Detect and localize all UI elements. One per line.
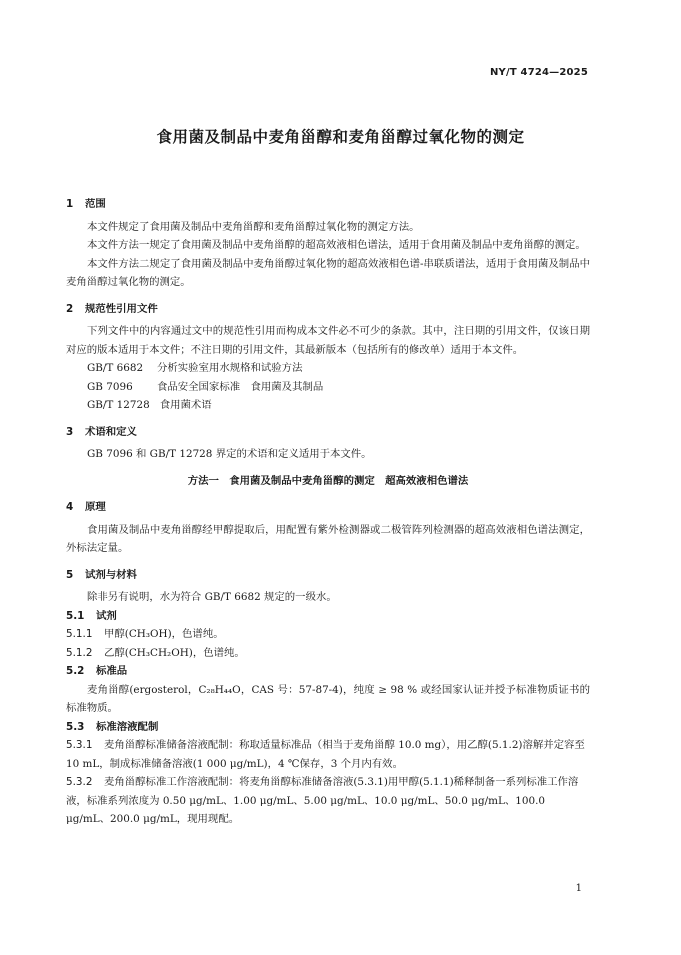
subsection-heading: [66, 662, 590, 681]
reference-code: GB 7096: [87, 380, 133, 393]
reference-item: [66, 378, 590, 397]
section-1-heading: [66, 195, 590, 214]
clause-item: [66, 625, 590, 644]
section-title: 规范性引用文件: [85, 302, 158, 315]
section-title: 原理: [85, 501, 106, 513]
subsection-number: 5.2: [66, 665, 85, 677]
section-title: 术语和定义: [85, 425, 137, 438]
standard-number: NY/T 4724—2025: [489, 67, 588, 78]
paragraph: 本文件规定了食用菌及制品中麦角甾醇和麦角甾醇过氧化物的测定方法。: [87, 220, 420, 233]
page-number: 1: [575, 883, 582, 894]
clause-text: 麦角甾醇标准储备溶液配制：称取适量标准品（相当于麦角甾醇 10.0 mg），用乙醇(5.1.2)溶解并定容至 10 mL，制成标准储备溶液(1 000 μg/mL)，4 ℃保存，3 个月内有效。: [66, 739, 585, 770]
subsection-number: 5.3: [66, 720, 85, 733]
clause-number: 5.3.2: [66, 776, 93, 788]
subsection-heading: [66, 607, 590, 626]
section-title: 试剂与材料: [85, 568, 137, 581]
paragraph: 除非另有说明，水为符合 GB/T 6682 规定的一级水。: [87, 591, 337, 603]
subsection-number: 5.1: [66, 609, 85, 622]
section-title: 范围: [85, 198, 106, 210]
reference-item: [66, 396, 590, 415]
section-number: 3: [66, 425, 74, 438]
document-body: [66, 195, 590, 829]
clause-item: [66, 773, 590, 829]
paragraph: 本文件方法二规定了食用菌及制品中麦角甾醇过氧化物的超高效液相色谱-串联质谱法，适用于食用菌及制品中麦角甾醇过氧化物的测定。: [66, 257, 590, 288]
clause-text: 甲醇(CH₃OH)，色谱纯。: [104, 628, 224, 640]
reference-name: 食用菌术语: [159, 399, 212, 411]
clause-number: 5.3.1: [66, 739, 93, 751]
clause-text: 乙醇(CH₃CH₂OH)，色谱纯。: [104, 646, 245, 659]
reference-code: GB/T 6682: [87, 362, 144, 374]
clause-item: [66, 644, 590, 663]
clause-number: 5.1.2: [66, 646, 93, 659]
subsection-heading: [66, 718, 590, 737]
section-number: 2: [66, 302, 74, 315]
paragraph: 本文件方法一规定了食用菌及制品中麦角甾醇的超高效液相色谱法，适用于食用菌及制品中麦角甾醇的测定。: [87, 239, 586, 251]
reference-item: [66, 359, 590, 378]
section-number: 4: [66, 501, 74, 513]
subsection-title: 标准品: [96, 665, 128, 677]
section-5-heading: [66, 566, 590, 585]
clause-text: 麦角甾醇标准工作溶液配制：将麦角甾醇标准储备溶液(5.3.1)用甲醇(5.1.1)稀释制备一系列标准工作溶液，标准系列浓度为 0.50 μg/mL、1.00 μg/mL、5.00 μg/mL、10.0 μg/mL、50.0 μg/mL、100.0 μg/mL、200.0 μg/mL，现用现配。: [66, 776, 579, 825]
paragraph: 麦角甾醇(ergosterol，C₂₈H₄₄O，CAS 号：57-87-4)，纯度 ≥ 98 % 或经国家认证并授予标准物质证书的标准物质。: [66, 683, 590, 714]
subsection-title: 标准溶液配制: [96, 720, 159, 733]
reference-name: 分析实验室用水规格和试验方法: [157, 362, 303, 374]
paragraph: 食用菌及制品中麦角甾醇经甲醇提取后，用配置有紫外检测器或二极管阵列检测器的超高效液相色谱法测定，外标法定量。: [66, 523, 590, 554]
paragraph: GB 7096 和 GB/T 12728 界定的术语和定义适用于本文件。: [87, 448, 372, 460]
reference-name: 食品安全国家标准 食用菌及其制品: [157, 380, 324, 393]
subsection-title: 试剂: [96, 609, 117, 622]
clause-number: 5.1.1: [66, 628, 93, 640]
method-heading: 方法一 食用菌及制品中麦角甾醇的测定 超高效液相色谱法: [187, 474, 469, 487]
section-number: 5: [66, 568, 74, 581]
section-3-heading: [66, 423, 590, 442]
document-title: 食用菌及制品中麦角甾醇和麦角甾醇过氧化物的测定: [156, 128, 525, 146]
clause-item: [66, 736, 590, 773]
reference-code: GB/T 12728: [87, 399, 150, 411]
section-2-heading: [66, 300, 590, 319]
paragraph: 下列文件中的内容通过文中的规范性引用而构成本文件必不可少的条款。其中，注日期的引用文件，仅该日期对应的版本适用于本文件；不注日期的引用文件，其最新版本（包括所有的修改单）适用于本文件。: [66, 325, 590, 356]
section-number: 1: [66, 198, 74, 210]
section-4-heading: [66, 498, 590, 517]
